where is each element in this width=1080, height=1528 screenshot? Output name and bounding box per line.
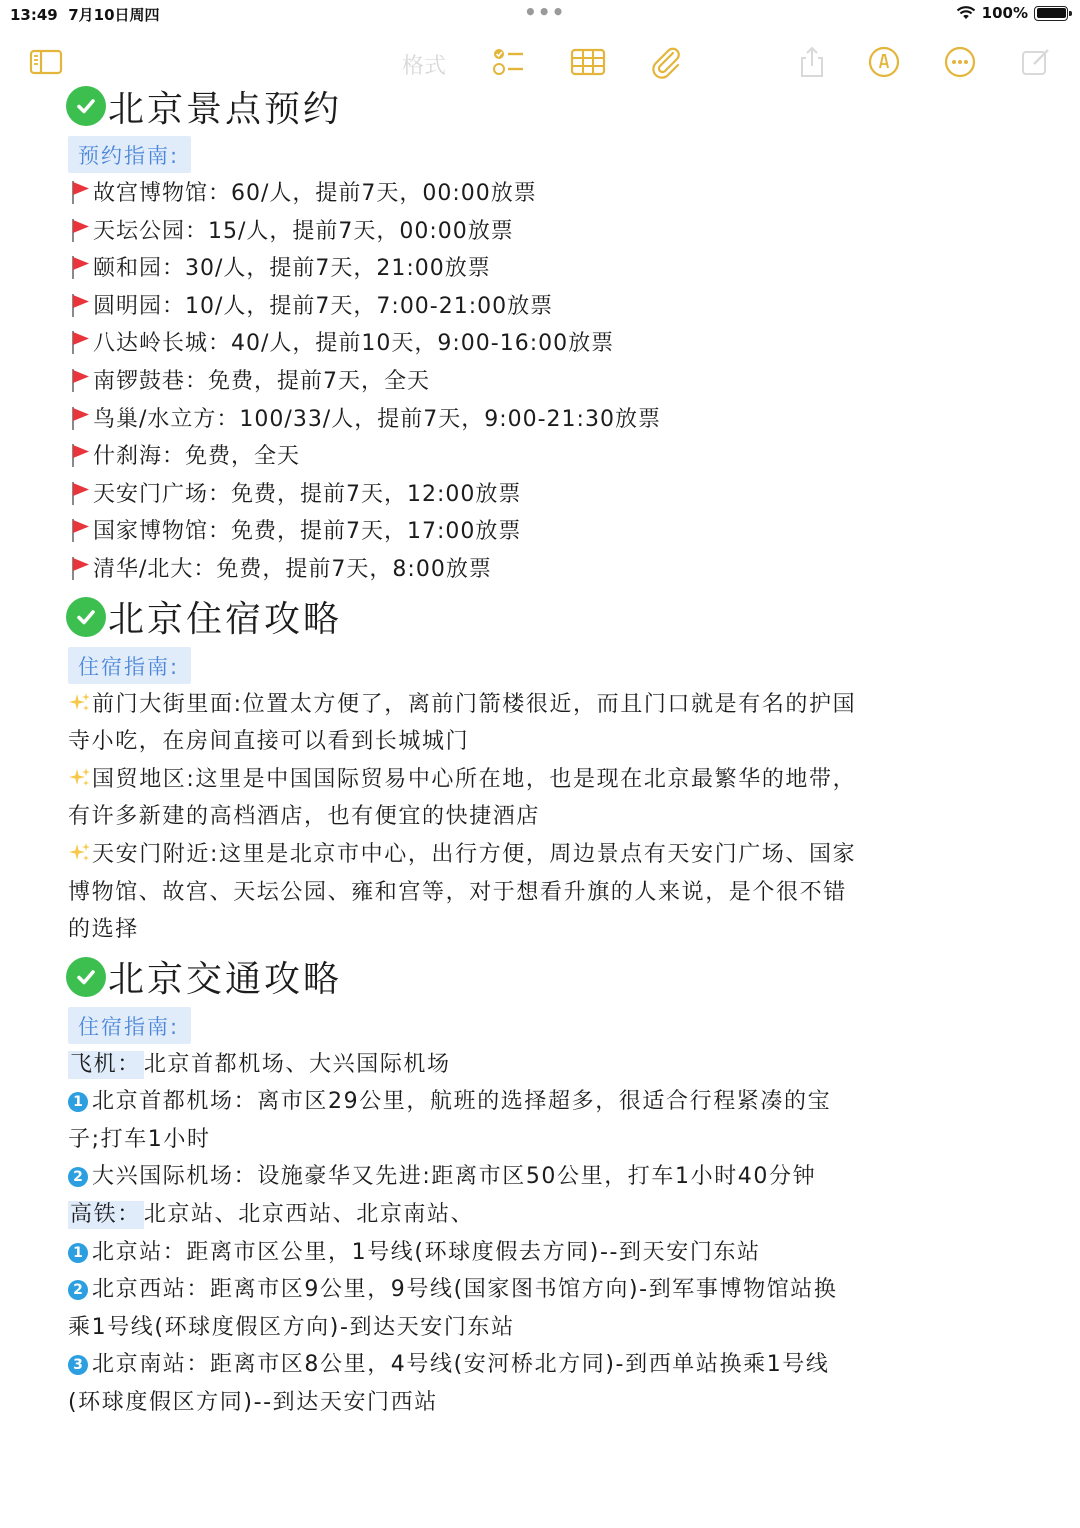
section-tag: 预约指南: [68,136,191,173]
attraction-item [68,325,858,363]
check-mark-icon [66,957,106,997]
attraction-text: 故宫博物馆：60/人，提前7天，00:00放票 [93,181,537,206]
red-flag-icon [68,179,92,205]
attraction-text: 清华/北大：免费，提前7天，8:00放票 [93,556,492,582]
number-badge-icon: 1 [68,1092,88,1112]
numbered-item [68,1083,858,1158]
attraction-item [68,438,858,476]
plane-label: 飞机： [68,1051,144,1079]
red-flag-icon [68,442,92,468]
more-options-icon[interactable] [940,42,980,82]
attraction-text: 什刹海：免费，全天 [93,444,301,470]
format-button[interactable]: 格式 [402,54,447,79]
section-heading [66,591,858,643]
section-title: 北京住宿攻略 [108,599,343,641]
plane-list [68,1083,858,1196]
attraction-text: 天安门广场：免费，提前7天，12:00放票 [93,481,522,507]
numbered-item [68,1271,858,1346]
numbered-item-text: 北京站：距离市区公里，1号线(环球度假去方同)--到天安门东站 [92,1239,761,1265]
numbered-item-text: 大兴国际机场：设施豪华又先进:距离市区50公里，打车1小时40分钟 [92,1164,817,1190]
section-tag: 住宿指南: [68,1007,191,1044]
checklist-icon[interactable] [488,42,528,82]
section-heading [66,951,858,1003]
attraction-text: 国家博物馆：免费，提前7天，17:00放票 [93,519,522,545]
number-badge-icon: 2 [68,1167,88,1187]
attraction-text: 颐和园：30/人，提前7天，21:00放票 [93,256,491,282]
attraction-text: 八达岭长城：40/人，提前10天，9:00-16:00放票 [93,331,615,357]
lodging-paragraph: 天安门附近:这里是北京市中心，出行方便，周边景点有天安门广场、国家博物馆、故宫、天坛公园、雍和宫等，对于想看升旗的人来说，是个很不错的选择 [68,841,857,943]
markup-pen-icon[interactable] [864,42,904,82]
lodging-paragraph: 前门大街里面:位置太方便了，离前门箭楼很近，而且门口就是有名的护国寺小吃，在房间直接可以看到长城城门 [68,691,857,755]
rail-list [68,1234,858,1422]
number-badge-icon: 2 [68,1280,88,1300]
status-bar [0,0,1080,28]
red-flag-icon [68,329,92,355]
numbered-item-text: 北京南站：距离市区8公里，4号线(安河桥北方同)-到西单站换乘1号线(环球度假区方同)--到达天安门西站 [68,1352,830,1416]
attraction-list [68,175,858,589]
red-flag-icon [68,254,92,280]
note-body[interactable] [68,80,858,1422]
check-mark-icon [66,86,106,126]
section-title: 北京景点预约 [108,88,343,130]
numbered-item [68,1234,858,1272]
attraction-text: 圆明园：10/人，提前7天，7:00-21:00放票 [93,293,554,319]
status-time: 13:49 7月10日周四 [10,6,160,24]
red-flag-icon [68,480,92,506]
share-icon[interactable] [792,42,832,82]
battery-percent: 100% [981,4,1028,22]
attraction-item [68,513,858,551]
red-flag-icon [68,217,92,243]
numbered-item-text: 北京西站：距离市区9公里，9号线(国家图书馆方向)-到军事博物馆站换乘1号线(环球度假区方向)-到达天安门东站 [68,1277,838,1340]
attraction-item [68,363,858,401]
red-flag-icon [68,517,92,543]
section-title: 北京交通攻略 [108,959,343,1001]
attachment-icon[interactable] [645,42,685,82]
attraction-item [68,213,858,251]
lodging-paragraph: 国贸地区:这里是中国国际贸易中心所在地，也是现在北京最繁华的地带，有许多新建的高档酒店，也有便宜的快捷酒店 [68,766,857,830]
sparkles-icon [68,840,92,864]
compose-icon[interactable] [1016,42,1056,82]
numbered-item-text: 北京首都机场：离市区29公里，航班的选择超多，很适合行程紧凑的宝子;打车1小时 [68,1089,832,1152]
red-flag-icon [68,292,92,318]
attraction-item [68,175,858,213]
sidebar-toggle-icon[interactable] [26,42,66,82]
attraction-item [68,288,858,326]
status-date: 7月10日周四 [68,6,160,24]
red-flag-icon [68,405,92,431]
attraction-text: 南锣鼓巷：免费，提前7天，全天 [93,368,430,394]
attraction-text: 天坛公园：15/人，提前7天，00:00放票 [93,218,514,244]
rail-line: 高铁： 北京站、北京西站、北京南站、 [70,1202,475,1228]
red-flag-icon [68,555,92,581]
battery-icon [1034,6,1068,21]
number-badge-icon: 1 [68,1243,88,1263]
multitask-dots-icon[interactable]: ••• [524,0,566,24]
attraction-item [68,250,858,288]
attraction-text: 鸟巢/水立方：100/33/人，提前7天，9:00-21:30放票 [93,406,661,432]
numbered-item [68,1346,858,1421]
number-badge-icon: 3 [68,1355,88,1375]
numbered-item [68,1158,858,1196]
wifi-icon [956,5,976,21]
table-icon[interactable] [568,42,608,82]
attraction-item [68,476,858,514]
section-tag: 住宿指南: [68,647,191,684]
section-heading [66,80,858,132]
red-flag-icon [68,367,92,393]
sparkles-icon [68,690,92,714]
check-mark-icon [66,597,106,637]
plane-line: 飞机： 北京首都机场、大兴国际机场 [70,1051,451,1077]
attraction-item [68,551,858,589]
sparkles-icon [68,765,92,789]
rail-label: 高铁： [68,1201,144,1229]
attraction-item [68,401,858,439]
status-right [956,4,1068,22]
